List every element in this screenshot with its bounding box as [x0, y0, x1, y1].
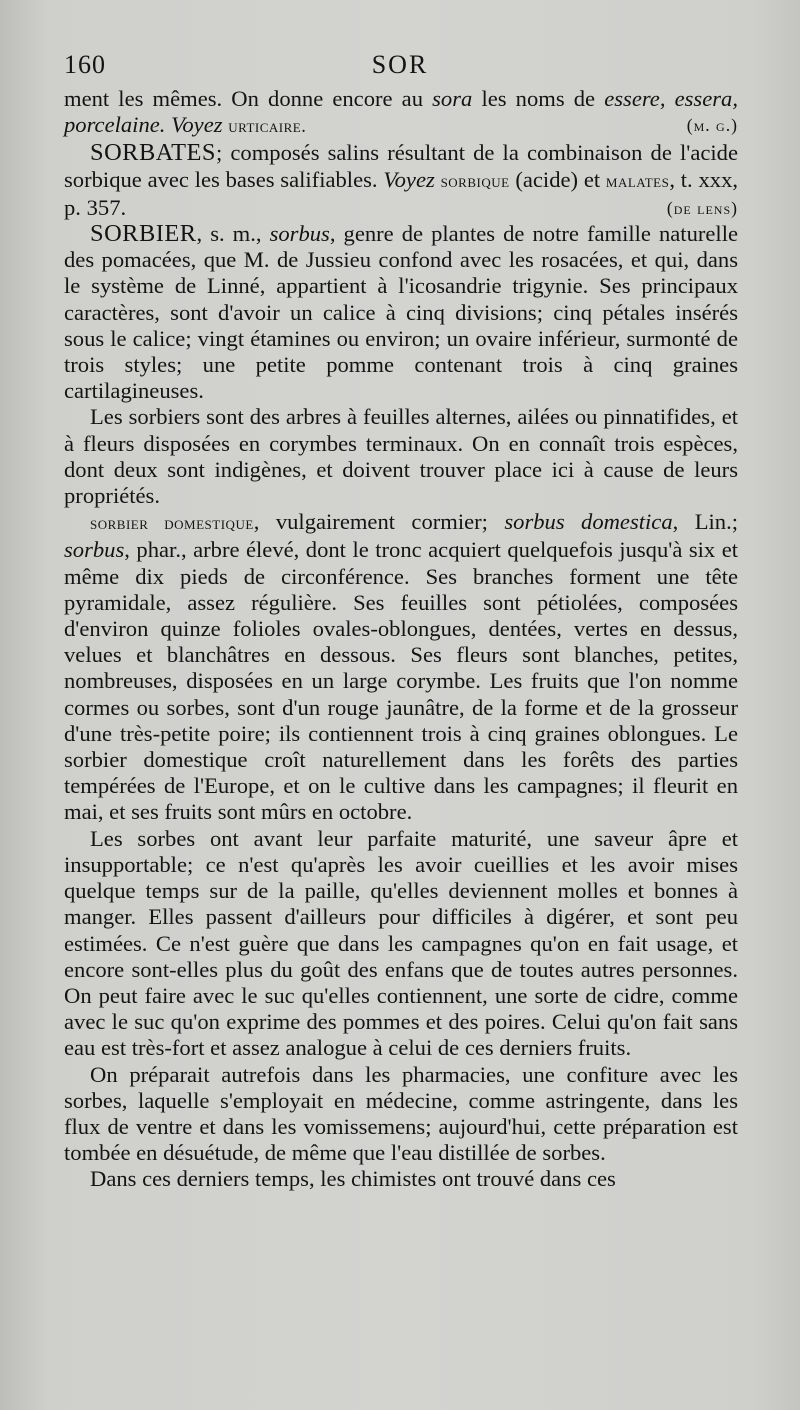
entry-sorbier-domestique: sorbier domestique, vulgairement cormier; sorbus domestica, Lin.; sorbus, phar., arbre élevé, dont le tronc acquiert quelquefois jusqu'à six et même dix pieds de circonférence. Ses branches forment une tête pyramidale, assez régulière. Ses feuilles sont pétiolées, composées d'environ quinze folioles ovales-oblongues, dentées, vertes en dessus, velues et blanchâtres en dessous. Ses fleurs sont blanches, petites, nombreuses, disposées en un large corymbe. Les fruits que l'on nomme cormes ou sorbes, sont d'un rouge jaunâtre, de la forme et de la grosseur d'une très-petite poire; ils contiennent trois à cinq graines oblongues. Le sorbier domestique croît naturellement dans les forêts des parties tempérées de l'Europe, et on le cultive dans les campagnes; il fleurit en mai, et ses fruits sont mûrs en octobre.	[64, 509, 738, 825]
paragraph-chimistes: Dans ces derniers temps, les chimistes ont trouvé dans ces	[90, 1166, 616, 1192]
author-signature: (de lens)	[666, 197, 738, 218]
entry-sorbates: SORBATES; composés salins résultant de la combinaison de l'acide sorbique avec les bases salifiables. Voyez sorbique (acide) et malates, t. xxx, p. 357. (de lens)	[64, 139, 739, 220]
paragraph-sorbes: Les sorbes ont avant leur parfaite maturité, une saveur âpre et insupportable; ce n'est qu'après les avoir cueillies et les avoir mises quelque temps sur de la paille, qu'elles deviennent molles et bonnes à manger. Elles passent d'ailleurs pour difficiles à digérer, et sont peu estimées. Ce n'est guère que dans les campagnes qu'on en fait usage, et encore sont-elles plus du goût des enfans que de toutes autres personnes. On peut faire avec le suc qu'elles contiennent, une sorte de cidre, comme avec le suc qu'on exprime des pommes et des poires. Celui qu'on fait sans eau est très-fort et assez analogue à celui de ces derniers fruits.	[64, 825, 738, 1061]
paragraph-sorbiers: Les sorbiers sont des arbres à feuilles alternes, ailées ou pinnatifides, et à fleurs disposées en corymbes terminaux. On en connaît trois espèces, dont deux sont indigènes, et doivent trouver place ici à cause de leurs propriétés.	[64, 404, 738, 509]
author-signature: (m. g.)	[686, 115, 738, 136]
entry-headword: SORBATES	[90, 139, 216, 167]
entry-headword: SORBIER	[90, 220, 197, 248]
cross-reference: sorbique	[440, 170, 510, 192]
body-text	[64, 86, 738, 1193]
paragraph-urticaire-end: ment les mêmes. On donne encore au sora les noms de essere, essera, porcelaine. Voyez urticaire. (m. g.)	[64, 86, 738, 138]
entry-sorbier: SORBIER, s. m., sorbus, genre de plantes de notre famille naturelle des pomacées, que M. de Jussieu confond avec les rosacées, et qui, dans le système de Linné, appartient à l'icosandrie trigynie. Ses principaux caractères, sont d'avoir un calice à cinq divisions; cinq pétales insérés sous le calice; vingt étamines ou environ; un ovaire inférieur, surmonté de trois styles; une petite pomme contenant trois à cinq graines cartilagineuses.	[64, 220, 739, 404]
page-header	[64, 50, 736, 90]
running-head: SOR	[371, 50, 429, 79]
entry-subheading: sorbier domestique	[90, 513, 254, 535]
page-number: 160	[64, 50, 106, 79]
cross-reference: urticaire.	[228, 116, 307, 138]
cross-reference: malates	[605, 170, 670, 192]
paragraph-pharmacies: On préparait autrefois dans les pharmacies, une confiture avec les sorbes, laquelle s'employait en médecine, comme astringente, dans les flux de ventre et dans les vomissemens; aujourd'hui, cette préparation est tombée en désuétude, de même que l'eau distillée de sorbes.	[64, 1061, 738, 1166]
